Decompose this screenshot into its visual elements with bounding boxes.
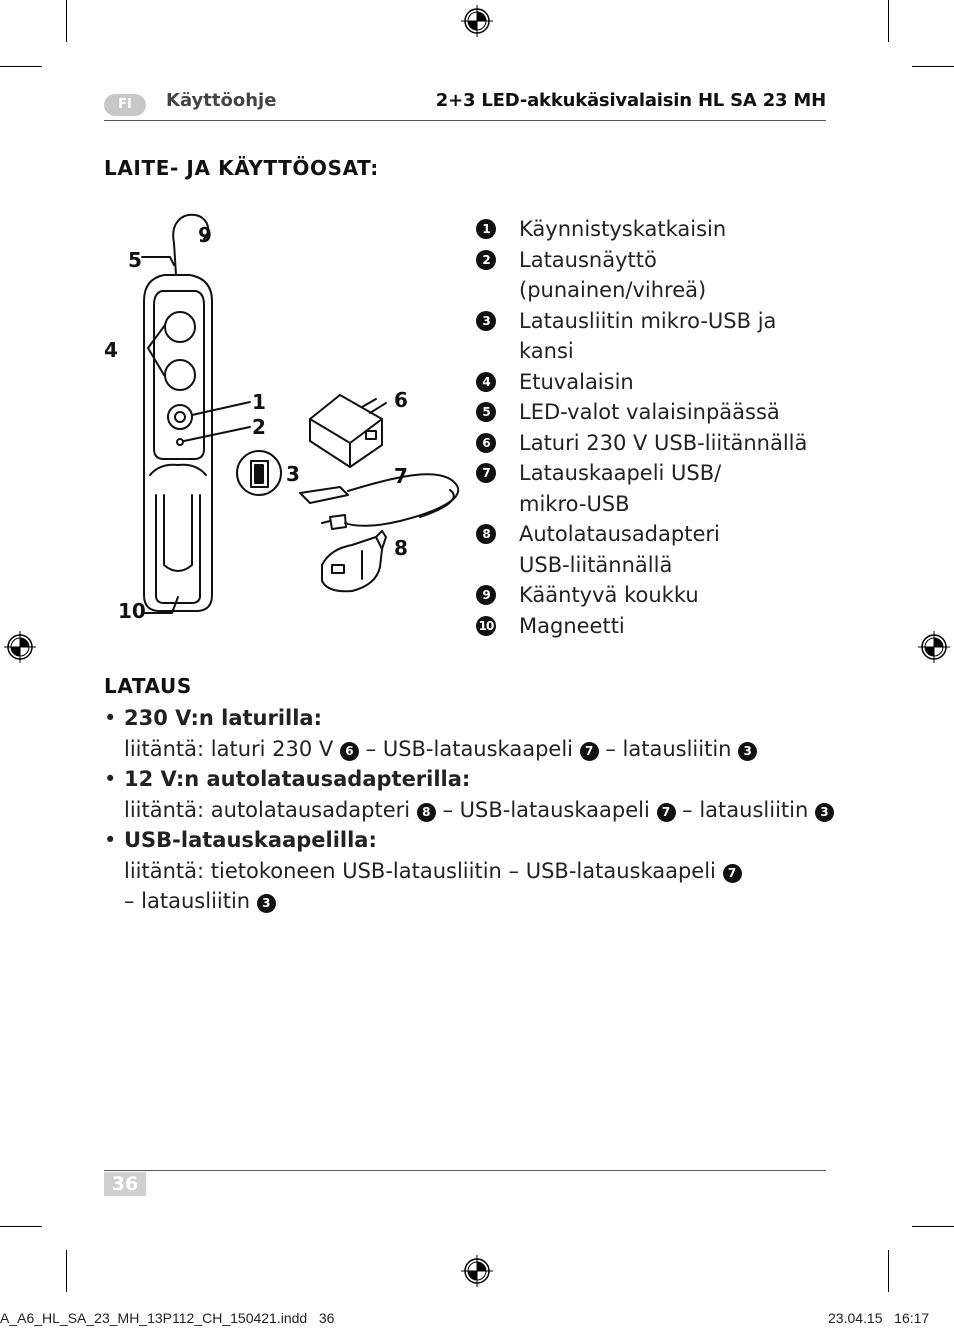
item-number-badge: 3 [257, 894, 276, 913]
crop-mark [0, 1226, 42, 1227]
charging-connection [124, 734, 844, 765]
charging-connection [124, 856, 844, 887]
callout-8: 8 [394, 536, 408, 560]
charging-list [104, 703, 844, 917]
list-item [476, 214, 836, 245]
header-product-title: 2+3 LED-akkukäsivalaisin HL SA 23 MH [435, 90, 826, 111]
footer-rule [104, 1170, 826, 1171]
item-number-badge: 8 [417, 803, 436, 822]
callout-5: 5 [128, 248, 142, 272]
item-number-badge: 6 [340, 742, 359, 761]
language-badge: FI [104, 94, 146, 116]
usb-cable-illustration [300, 487, 348, 503]
crop-mark [66, 0, 67, 42]
callout-1: 1 [252, 390, 266, 414]
crop-mark [0, 66, 42, 67]
power-switch-illustration [168, 405, 192, 429]
front-light-illustration [165, 360, 195, 390]
list-item [104, 825, 844, 917]
callout-6: 6 [394, 388, 408, 412]
item-label: Käynnistyskatkaisin [519, 217, 727, 241]
list-item [476, 367, 836, 398]
item-number-badge: 6 [476, 433, 496, 453]
item-label: Latauskaapeli USB/ mikro-USB [519, 461, 722, 516]
list-item [476, 245, 836, 306]
page-number: 36 [104, 1172, 146, 1196]
charging-method-title: 12 V:n autolatausadapterilla: [124, 767, 471, 791]
parts-list [476, 214, 836, 641]
list-item [476, 428, 836, 459]
item-label: Latausliitin mikro-USB ja kansi [519, 308, 777, 363]
list-item [104, 764, 844, 825]
header-rule [104, 120, 826, 121]
list-item [476, 306, 836, 367]
text-segment: – latausliitin [598, 736, 739, 761]
item-label: Etuvalaisin [519, 369, 634, 394]
charging-method-title: USB-latauskaapelilla: [124, 828, 377, 852]
item-number-badge: 7 [723, 864, 742, 883]
charging-connection [124, 795, 844, 826]
text-segment: – latausliitin [675, 797, 815, 822]
item-number-badge: 4 [476, 372, 496, 392]
text-segment: – USB-latauskaapeli [358, 736, 580, 761]
registration-mark-icon [917, 630, 951, 664]
list-item [476, 611, 836, 642]
list-item [104, 703, 844, 764]
front-light-illustration [165, 312, 195, 342]
item-number-badge: 7 [657, 803, 676, 822]
header-doc-type: Käyttöohje [166, 90, 277, 111]
text-segment: liitäntä: laturi 230 V [124, 736, 340, 761]
bullet: • [104, 767, 117, 791]
text-segment: liitäntä: tietokoneen USB-latausliitin – USB-latauskaapeli [124, 858, 723, 883]
charging-method-title: 230 V:n laturilla: [124, 706, 322, 730]
list-item [476, 458, 836, 519]
item-number-badge: 7 [580, 742, 599, 761]
registration-mark-icon [460, 1254, 494, 1288]
item-label: LED-valot valaisinpäässä [519, 400, 780, 424]
item-number-badge: 1 [476, 219, 496, 239]
registration-mark-icon [3, 630, 37, 664]
callout-4: 4 [104, 338, 118, 362]
registration-mark-icon [460, 4, 494, 38]
item-number-badge: 3 [476, 311, 496, 331]
callout-2: 2 [252, 415, 266, 439]
item-number-badge: 3 [815, 803, 834, 822]
crop-mark [912, 1226, 954, 1227]
callout-7: 7 [394, 464, 408, 488]
list-item [476, 580, 836, 611]
item-number-badge: 5 [476, 402, 496, 422]
item-label: Laturi 230 V USB-liitännällä [519, 430, 808, 455]
list-item [476, 519, 836, 580]
item-label: Kääntyvä koukku [519, 583, 699, 607]
text-segment: liitäntä: autolatausadapteri [124, 797, 417, 822]
text-segment: – USB-latauskaapeli [435, 797, 657, 822]
callout-9: 9 [198, 223, 212, 247]
list-item [476, 397, 836, 428]
item-label: Latausnäyttö (punainen/vihreä) [519, 247, 707, 302]
print-slug-filename: A_A6_HL_SA_23_MH_13P112_CH_150421.indd 36 [0, 1310, 335, 1326]
charge-indicator-illustration [177, 439, 183, 445]
crop-mark [912, 66, 954, 67]
item-label: Magneetti [519, 613, 625, 638]
item-number-badge: 3 [738, 742, 757, 761]
crop-mark [888, 1250, 889, 1292]
item-number-badge: 2 [476, 250, 496, 270]
item-label: Autolatausadapteri USB-liitännällä [519, 522, 720, 577]
item-number-badge: 9 [476, 585, 496, 605]
crop-mark [66, 1250, 67, 1292]
item-number-badge: 10 [476, 616, 496, 636]
callout-10: 10 [118, 599, 146, 623]
text-segment: – latausliitin [124, 889, 257, 913]
bullet: • [104, 828, 117, 852]
item-number-badge: 7 [476, 463, 496, 483]
item-number-badge: 8 [476, 524, 496, 544]
crop-mark [888, 0, 889, 42]
charging-connection [124, 886, 844, 917]
print-slug-date: 23.04.15 16:17 [828, 1310, 930, 1326]
callout-3: 3 [286, 462, 300, 486]
device-diagram [100, 205, 470, 635]
car-adapter-illustration [322, 537, 382, 591]
charging-section-title: LATAUS [104, 674, 192, 698]
bullet: • [104, 706, 117, 730]
parts-section-title: LAITE- JA KÄYTTÖOSAT: [104, 156, 379, 180]
